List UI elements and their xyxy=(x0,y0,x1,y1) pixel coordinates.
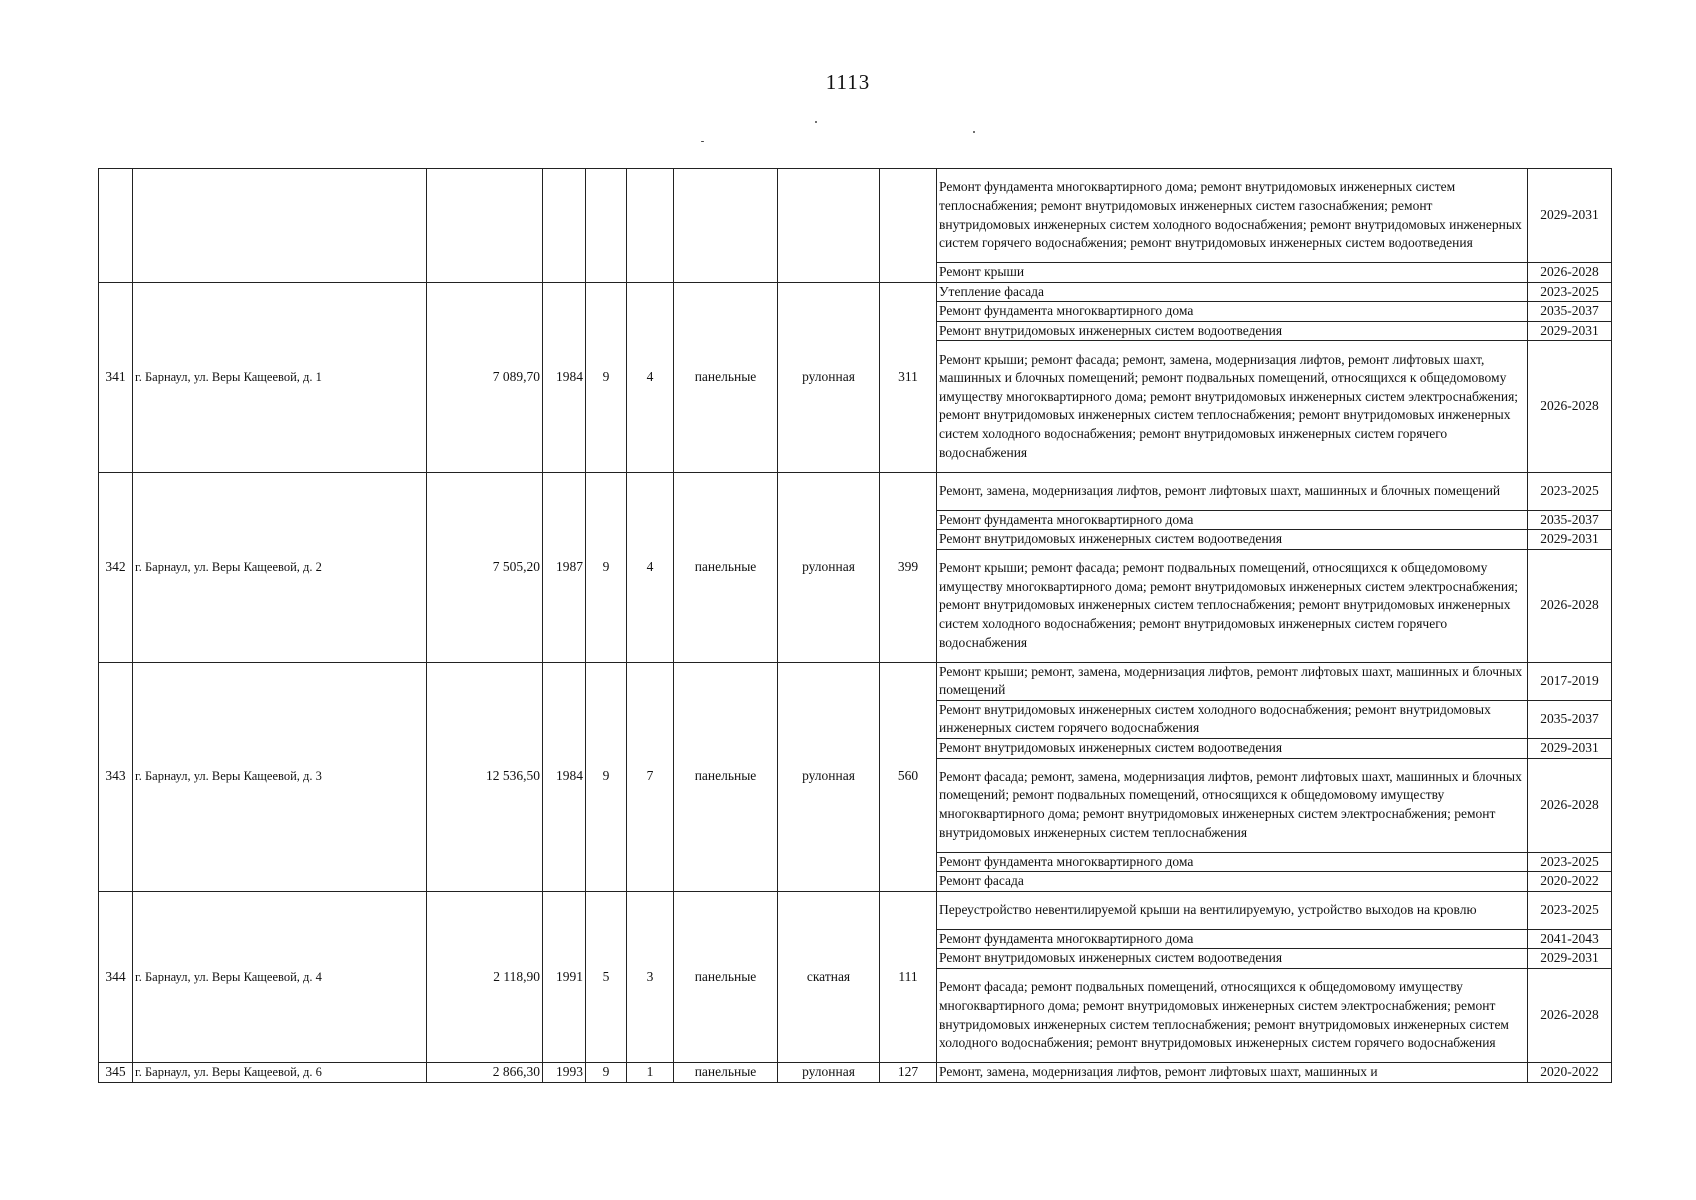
address-cell xyxy=(133,169,427,283)
floors-cell: 9 xyxy=(586,472,627,662)
period-cell: 2026-2028 xyxy=(1528,969,1612,1063)
period-cell: 2035-2037 xyxy=(1528,510,1612,530)
year-cell: 1993 xyxy=(543,1063,586,1083)
table-row xyxy=(99,662,1612,700)
address-cell: г. Барнаул, ул. Веры Кащеевой, д. 3 xyxy=(133,662,427,891)
address-cell: г. Барнаул, ул. Веры Кащеевой, д. 1 xyxy=(133,282,427,472)
period-cell: 2017-2019 xyxy=(1528,662,1612,700)
table-body xyxy=(99,169,1612,1083)
work-type-cell: Ремонт внутридомовых инженерных систем водоотведения xyxy=(937,321,1528,341)
residents-cell xyxy=(880,169,937,283)
roof-type-cell: рулонная xyxy=(778,472,880,662)
work-type-cell: Ремонт внутридомовых инженерных систем водоотведения xyxy=(937,949,1528,969)
row-number xyxy=(99,169,133,283)
table-row xyxy=(99,1063,1612,1083)
area-cell xyxy=(427,169,543,283)
work-type-cell: Ремонт фасада; ремонт, замена, модернизация лифтов, ремонт лифтовых шахт, машинных и блочных помещений; ремонт подвальных помещений, относящихся к общедомовому имуществу многоквартирного дома; ремонт внутридомовых инженерных систем электроснабжения; ремонт внутридомовых инженерных систем теплоснабжения xyxy=(937,758,1528,852)
address-cell: г. Барнаул, ул. Веры Кащеевой, д. 2 xyxy=(133,472,427,662)
scan-speck xyxy=(815,121,817,123)
address-cell: г. Барнаул, ул. Веры Кащеевой, д. 4 xyxy=(133,891,427,1062)
scan-speck xyxy=(973,131,975,133)
year-cell xyxy=(543,169,586,283)
residents-cell: 399 xyxy=(880,472,937,662)
walls-material-cell: панельные xyxy=(674,1063,778,1083)
work-type-cell: Ремонт фундамента многоквартирного дома xyxy=(937,929,1528,949)
work-type-cell: Утепление фасада xyxy=(937,282,1528,302)
period-cell: 2026-2028 xyxy=(1528,549,1612,662)
work-type-cell: Ремонт крыши; ремонт фасада; ремонт, замена, модернизация лифтов, ремонт лифтовых шахт, машинных и блочных помещений; ремонт подвальных помещений, относящихся к общедомовому имуществу многоквартирного дома; ремонт внутридомовых инженерных систем электроснабжения; ремонт внутридомовых инженерных систем теплоснабжения; ремонт внутридомовых инженерных систем холодного водоснабжения; ремонт внутридомовых инженерных систем горячего водоснабжения xyxy=(937,341,1528,472)
period-cell: 2026-2028 xyxy=(1528,263,1612,283)
capital-repair-table xyxy=(98,168,1612,1083)
residents-cell: 560 xyxy=(880,662,937,891)
work-type-cell: Ремонт фундамента многоквартирного дома; ремонт внутридомовых инженерных систем теплоснабжения; ремонт внутридомовых инженерных систем газоснабжения; ремонт внутридомовых инженерных систем холодного водоснабжения; ремонт внутридомовых инженерных систем горячего водоснабжения; ремонт внутридомовых инженерных систем водоотведения xyxy=(937,169,1528,263)
entrances-cell xyxy=(627,169,674,283)
work-type-cell: Ремонт фасада xyxy=(937,872,1528,892)
work-type-cell: Ремонт фасада; ремонт подвальных помещений, относящихся к общедомовому имуществу многоквартирного дома; ремонт внутридомовых инженерных систем электроснабжения; ремонт внутридомовых инженерных систем теплоснабжения; ремонт внутридомовых инженерных систем холодного водоснабжения; ремонт внутридомовых инженерных систем горячего водоснабжения xyxy=(937,969,1528,1063)
row-number: 345 xyxy=(99,1063,133,1083)
walls-material-cell xyxy=(674,169,778,283)
work-type-cell: Ремонт фундамента многоквартирного дома xyxy=(937,852,1528,872)
roof-type-cell: рулонная xyxy=(778,662,880,891)
year-cell: 1984 xyxy=(543,282,586,472)
row-number: 341 xyxy=(99,282,133,472)
period-cell: 2029-2031 xyxy=(1528,169,1612,263)
work-type-cell: Ремонт внутридомовых инженерных систем холодного водоснабжения; ремонт внутридомовых инженерных систем горячего водоснабжения xyxy=(937,700,1528,738)
area-cell: 7 089,70 xyxy=(427,282,543,472)
floors-cell xyxy=(586,169,627,283)
floors-cell: 9 xyxy=(586,662,627,891)
walls-material-cell: панельные xyxy=(674,891,778,1062)
residents-cell: 111 xyxy=(880,891,937,1062)
work-type-cell: Ремонт крыши; ремонт фасада; ремонт подвальных помещений, относящихся к общедомовому имуществу многоквартирного дома; ремонт внутридомовых инженерных систем электроснабжения; ремонт внутридомовых инженерных систем теплоснабжения; ремонт внутридомовых инженерных систем холодного водоснабжения; ремонт внутридомовых инженерных систем горячего водоснабжения xyxy=(937,549,1528,662)
work-type-cell: Ремонт внутридомовых инженерных систем водоотведения xyxy=(937,530,1528,550)
work-type-cell: Ремонт крыши; ремонт, замена, модернизация лифтов, ремонт лифтовых шахт, машинных и блочных помещений xyxy=(937,662,1528,700)
roof-type-cell xyxy=(778,169,880,283)
page-number: 1113 xyxy=(825,70,871,94)
roof-type-cell: рулонная xyxy=(778,1063,880,1083)
entrances-cell: 7 xyxy=(627,662,674,891)
roof-type-cell: рулонная xyxy=(778,282,880,472)
period-cell: 2023-2025 xyxy=(1528,852,1612,872)
area-cell: 12 536,50 xyxy=(427,662,543,891)
work-type-cell: Ремонт, замена, модернизация лифтов, ремонт лифтовых шахт, машинных и xyxy=(937,1063,1528,1083)
work-type-cell: Ремонт фундамента многоквартирного дома xyxy=(937,302,1528,322)
table-row xyxy=(99,472,1612,510)
roof-type-cell: скатная xyxy=(778,891,880,1062)
table-row xyxy=(99,282,1612,302)
period-cell: 2020-2022 xyxy=(1528,872,1612,892)
entrances-cell: 4 xyxy=(627,472,674,662)
entrances-cell: 4 xyxy=(627,282,674,472)
year-cell: 1984 xyxy=(543,662,586,891)
period-cell: 2023-2025 xyxy=(1528,472,1612,510)
row-number: 343 xyxy=(99,662,133,891)
period-cell: 2035-2037 xyxy=(1528,700,1612,738)
year-cell: 1991 xyxy=(543,891,586,1062)
table-row xyxy=(99,891,1612,929)
period-cell: 2029-2031 xyxy=(1528,530,1612,550)
walls-material-cell: панельные xyxy=(674,472,778,662)
period-cell: 2023-2025 xyxy=(1528,282,1612,302)
work-type-cell: Ремонт фундамента многоквартирного дома xyxy=(937,510,1528,530)
scan-speck xyxy=(701,141,704,142)
work-type-cell: Ремонт внутридомовых инженерных систем водоотведения xyxy=(937,738,1528,758)
area-cell: 7 505,20 xyxy=(427,472,543,662)
period-cell: 2029-2031 xyxy=(1528,949,1612,969)
period-cell: 2020-2022 xyxy=(1528,1063,1612,1083)
address-cell: г. Барнаул, ул. Веры Кащеевой, д. 6 xyxy=(133,1063,427,1083)
residents-cell: 311 xyxy=(880,282,937,472)
period-cell: 2029-2031 xyxy=(1528,738,1612,758)
period-cell: 2035-2037 xyxy=(1528,302,1612,322)
period-cell: 2029-2031 xyxy=(1528,321,1612,341)
area-cell: 2 118,90 xyxy=(427,891,543,1062)
period-cell: 2026-2028 xyxy=(1528,758,1612,852)
table-row xyxy=(99,169,1612,263)
row-number: 344 xyxy=(99,891,133,1062)
period-cell: 2041-2043 xyxy=(1528,929,1612,949)
walls-material-cell: панельные xyxy=(674,282,778,472)
floors-cell: 5 xyxy=(586,891,627,1062)
period-cell: 2026-2028 xyxy=(1528,341,1612,472)
walls-material-cell: панельные xyxy=(674,662,778,891)
year-cell: 1987 xyxy=(543,472,586,662)
work-type-cell: Переустройство невентилируемой крыши на вентилируемую, устройство выходов на кровлю xyxy=(937,891,1528,929)
entrances-cell: 1 xyxy=(627,1063,674,1083)
work-type-cell: Ремонт крыши xyxy=(937,263,1528,283)
floors-cell: 9 xyxy=(586,1063,627,1083)
period-cell: 2023-2025 xyxy=(1528,891,1612,929)
work-type-cell: Ремонт, замена, модернизация лифтов, ремонт лифтовых шахт, машинных и блочных помещений xyxy=(937,472,1528,510)
entrances-cell: 3 xyxy=(627,891,674,1062)
row-number: 342 xyxy=(99,472,133,662)
area-cell: 2 866,30 xyxy=(427,1063,543,1083)
residents-cell: 127 xyxy=(880,1063,937,1083)
floors-cell: 9 xyxy=(586,282,627,472)
